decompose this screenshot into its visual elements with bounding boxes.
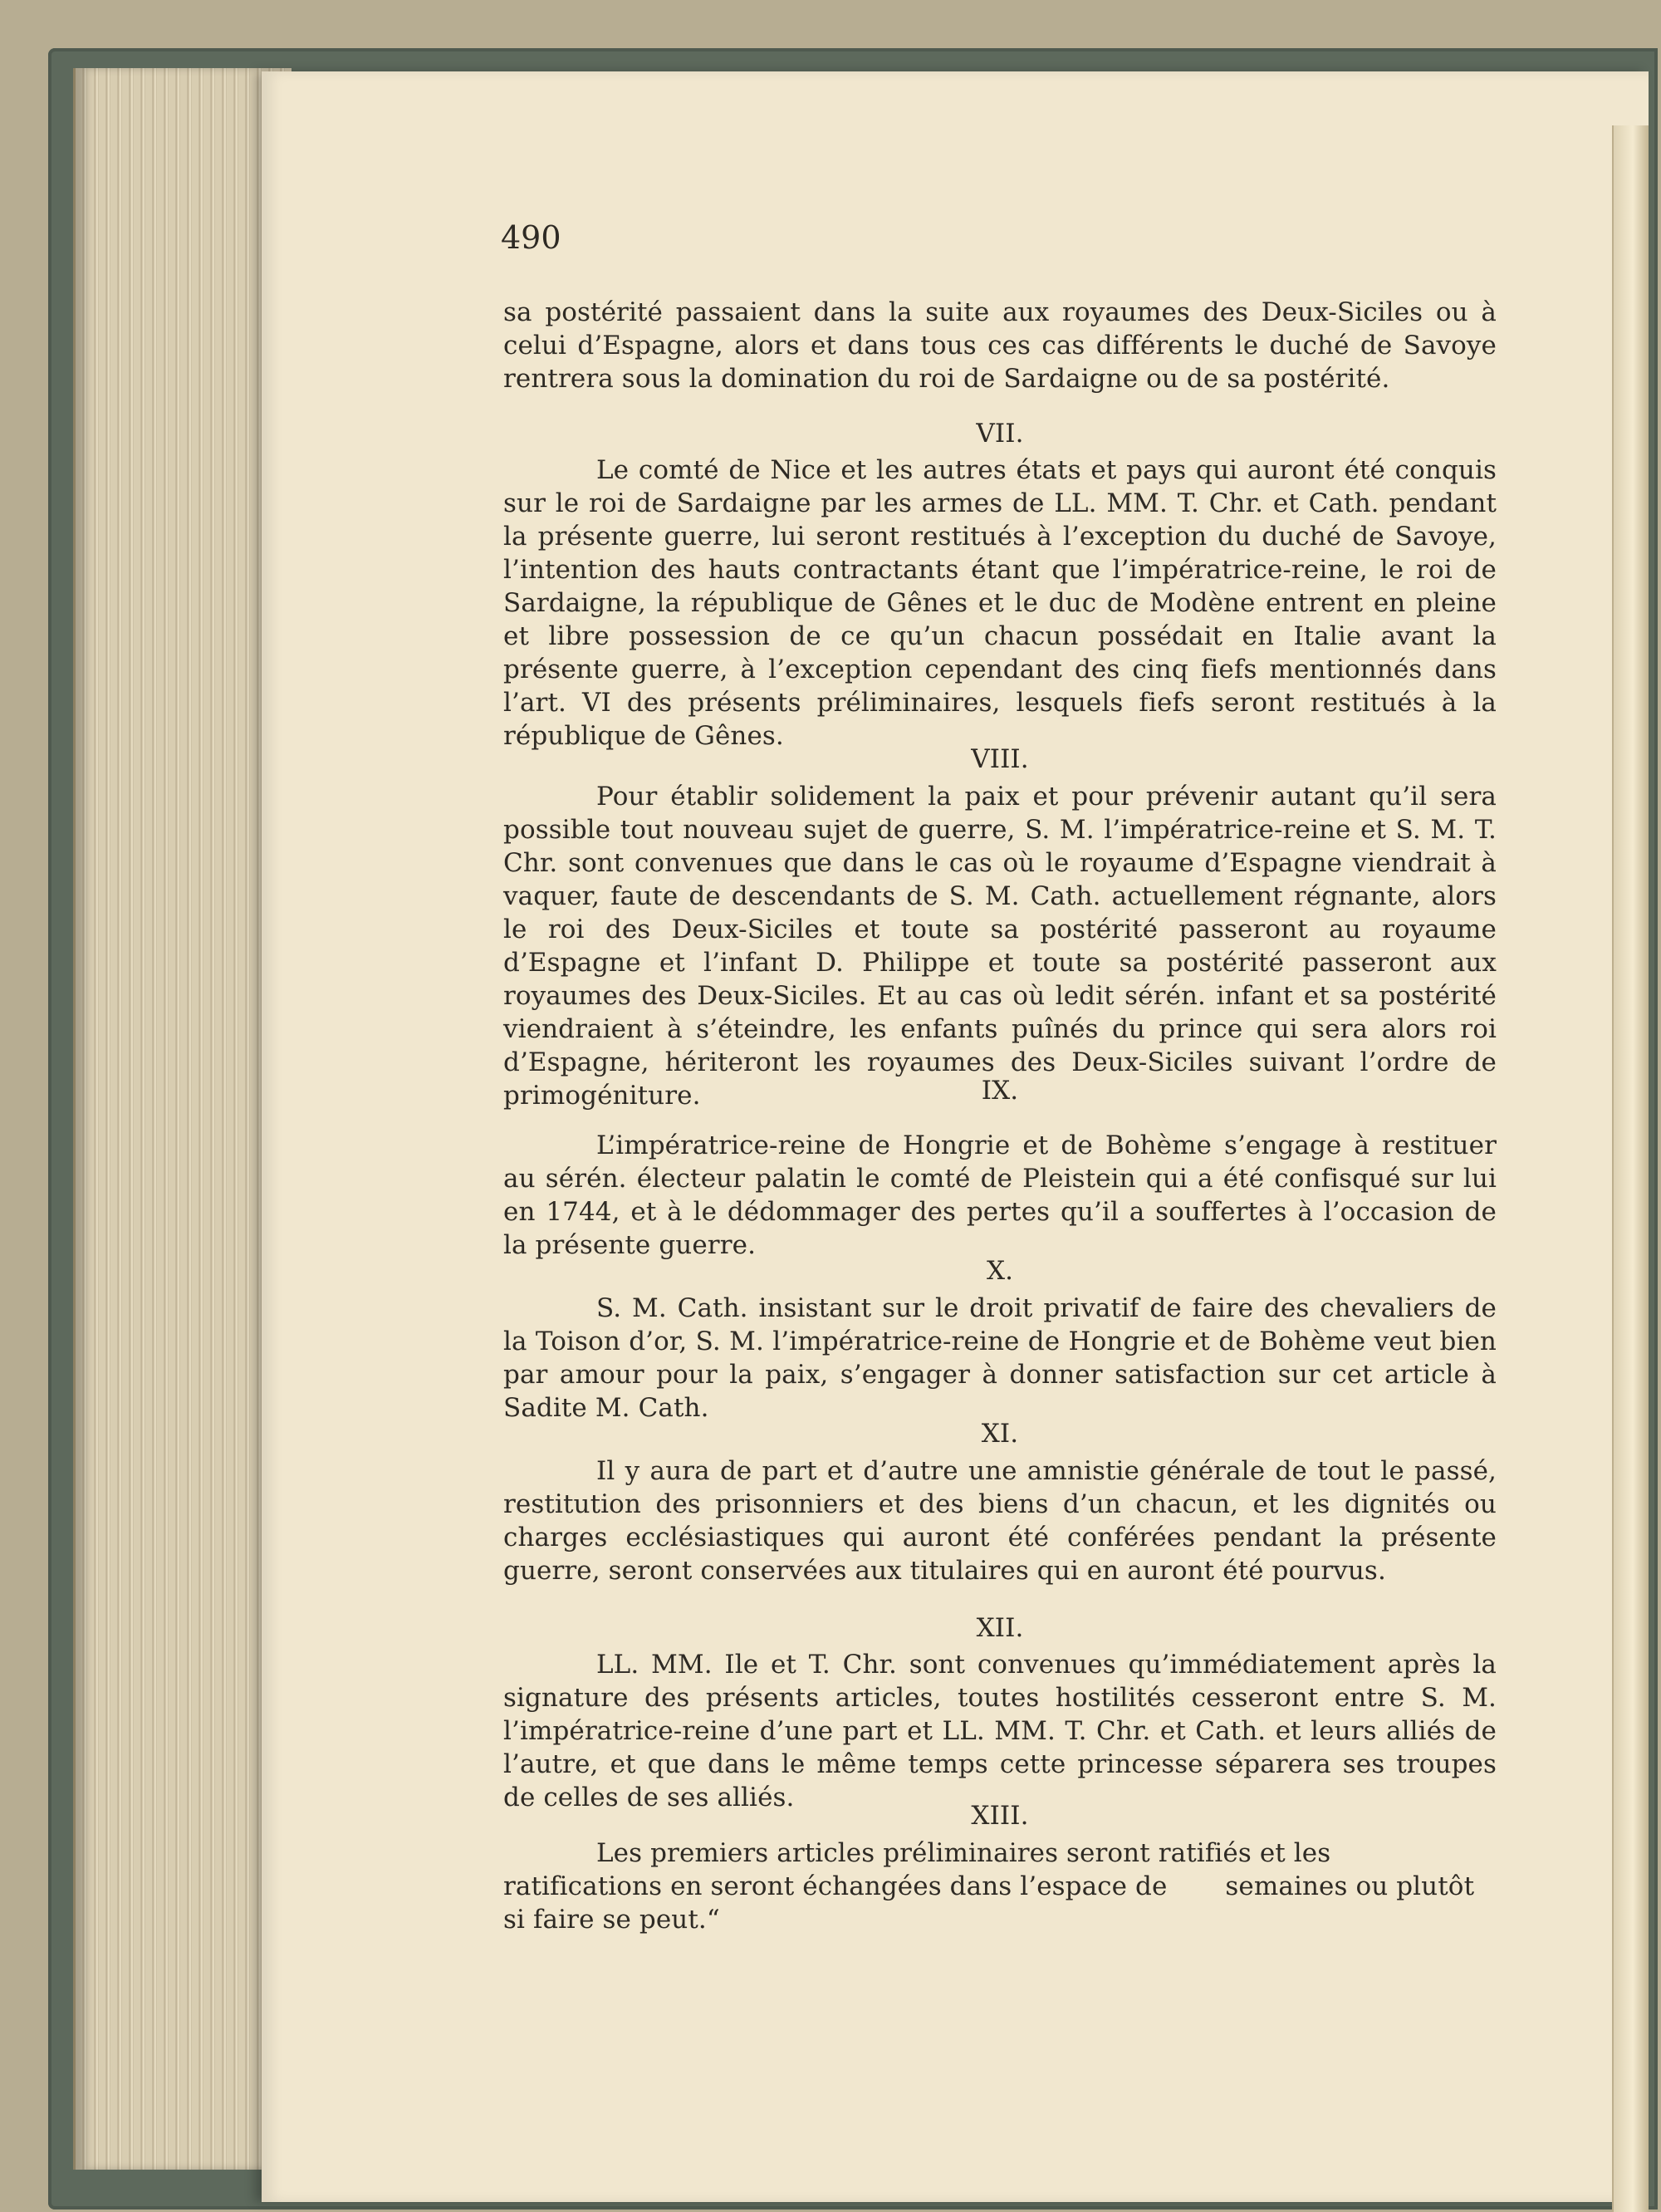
section-heading-xiii: XIII.	[971, 1801, 1029, 1831]
section-text-x: S. M. Cath. insistant sur le droit privatif de faire des chevaliers de la Toison d’or, S. M. l’impératrice-reine de Hongrie et de Bohème veut bien par amour pour la paix, s’engager à donner satisfaction sur cet article à Sadite M. Cath.	[503, 1293, 1497, 1423]
section-heading-vii: VII.	[976, 419, 1024, 449]
section-text-viii: Pour établir solidement la paix et pour prévenir autant qu’il sera possible tout nouveau sujet de guerre, S. M. l’impératrice-reine et S. M. T. Chr. sont convenues que dans le cas où le royaume d’Espagne viendrait à vaquer, faute de descendants de S. M. Cath. actuellement régnante, alors le roi des Deux-Siciles et toute sa postérité passeront au royaume d’Espagne et l’infant D. Philippe et toute sa postérité passeront aux royaumes des Deux-Siciles. Et au cas où ledit sérén. infant et sa postérité viendraient à s’éteindre, les enfants puînés du prince qui sera alors roi d’Espagne, hériteront les royaumes des Deux-Siciles suivant l’ordre de primogéniture.	[503, 782, 1497, 1111]
right-page-edge	[1612, 125, 1649, 2212]
section-text-xiii-after-blank: semaines ou plutôt si faire se peut.“	[503, 1871, 1475, 1935]
section-heading-ix: IX.	[981, 1076, 1019, 1106]
section-text-xiii-before-blank: Les premiers articles préliminaires seront ratifiés et les ratifications en seront échangées dans l’espace de	[503, 1838, 1331, 1901]
page-number: 490	[501, 219, 561, 256]
opening-paragraph: sa postérité passaient dans la suite aux royaumes des Deux-Siciles ou à celui d’Espagne, alors et dans tous ces cas différents le duché de Savoye rentrera sous la domination du roi de Sardaigne ou de sa postérité.	[503, 297, 1497, 394]
section-heading-viii: VIII.	[971, 744, 1029, 774]
section-heading-xii: XII.	[976, 1613, 1024, 1643]
section-heading-x: X.	[986, 1256, 1014, 1286]
section-text-xii: LL. MM. Ile et T. Chr. sont convenues qu’immédiatement après la signature des présents articles, toutes hostilités cesseront entre S. M. l’impératrice-reine d’une part et LL. MM. T. Chr. et Cath. et leurs alliés de l’autre, et que dans le même temps cette princesse séparera ses troupes de celles de ses alliés.	[503, 1650, 1497, 1812]
book-page-edges	[73, 68, 292, 2170]
section-heading-xi: XI.	[981, 1419, 1019, 1449]
section-text-xi: Il y aura de part et d’autre une amnistie générale de tout le passé, restitution des prisonniers et des biens d’un chacun, et les dignités ou charges ecclésiastiques qui auront été conférées pendant la présente guerre, seront conservées aux titulaires qui en auront été pourvus.	[503, 1456, 1497, 1586]
section-text-ix: L’impératrice-reine de Hongrie et de Bohème s’engage à restituer au sérén. électeur palatin le comté de Pleistein qui a été confisqué sur lui en 1744, et à le dédommager des pertes qu’il a souffertes à l’occasion de la présente guerre.	[503, 1131, 1497, 1260]
section-text-vii: Le comté de Nice et les autres états et pays qui auront été conquis sur le roi de Sardaigne par les armes de LL. MM. T. Chr. et Cath. pendant la présente guerre, lui seront restitués à l’exception du duché de Savoye, l’intention des hauts contractants étant que l’impératrice-reine, le roi de Sardaigne, la république de Gênes et le duc de Modène entrent en pleine et libre possession de ce qu’un chacun possédait en Italie avant la présente guerre, à l’exception cependant des cinq fiefs mentionnés dans l’art. VI des présents préliminaires, lesquels fiefs seront restitués à la république de Gênes.	[503, 455, 1497, 751]
section-text-xiii	[503, 1837, 1497, 1936]
